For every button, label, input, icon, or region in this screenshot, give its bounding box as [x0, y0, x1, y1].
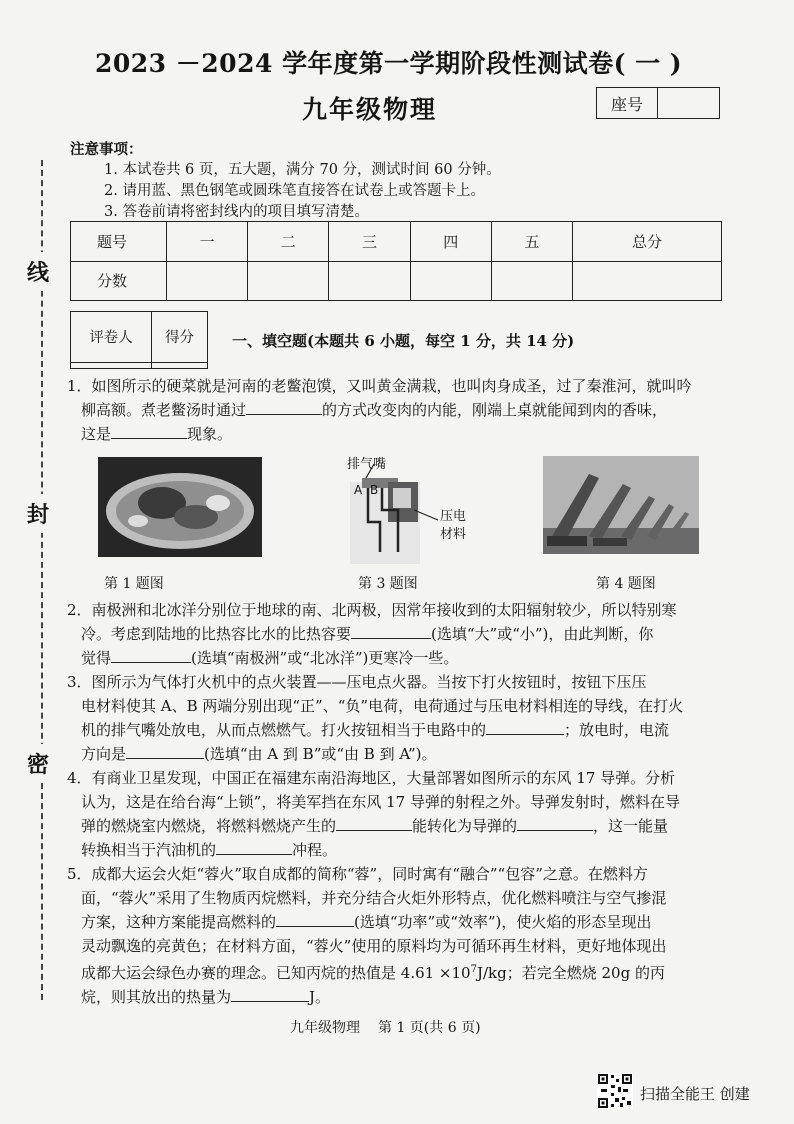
answer-blank[interactable]	[486, 720, 564, 735]
footer-page-number: 第 1 页(共 6 页)	[378, 1020, 481, 1036]
answer-blank[interactable]	[126, 744, 204, 759]
score-row-label: 分数	[71, 261, 167, 301]
q3-line-2: 电材料使其 A、B 两端分别出现“正”、“负”电荷，电荷通过与压电材料相连的导线，在打火	[81, 697, 684, 715]
seat-number-field[interactable]	[658, 88, 719, 118]
fig4-missile-photo	[543, 456, 699, 554]
q1-text: 这是	[81, 425, 112, 443]
fig3-label-piezo-1: 压电	[440, 509, 467, 524]
score-header-cell: 五	[491, 222, 572, 262]
q4-line-3	[67, 814, 744, 838]
q5-text: J/kg；若完全燃烧 20g 的丙	[476, 964, 665, 982]
q5-line-3	[67, 910, 744, 934]
q4-text: 弹的燃烧室内燃烧，将燃料燃烧产生的	[81, 817, 337, 835]
q4-text: 冲程。	[292, 841, 338, 859]
q5-line-6	[67, 985, 744, 1009]
binding-char-xian: 线	[27, 252, 49, 291]
question-2	[67, 598, 744, 670]
score-cell[interactable]	[491, 261, 572, 301]
answer-blank[interactable]	[276, 912, 354, 927]
q4-line-1: 4．有商业卫星发现，中国正在福建东南沿海地区，大量部署如图所示的东风 17 导弹。分析	[67, 769, 676, 787]
score-header-cell: 总分	[573, 222, 722, 262]
fig3-label-piezo-2: 材料	[440, 527, 467, 542]
question-4	[67, 766, 744, 862]
q5-line-5	[67, 958, 744, 985]
q2-text: (选填“大”或“小”)，由此判断，你	[431, 625, 654, 643]
grader-score-label: 得分	[152, 312, 208, 363]
fig4-caption: 第 4 题图	[596, 576, 656, 592]
q5-exponent: 7	[470, 964, 477, 975]
notes-heading: 注意事项：	[70, 141, 143, 158]
score-header-cell: 一	[167, 222, 248, 262]
q2-line-1: 2．南极洲和北冰洋分别位于地球的南、北两极，因常年接收到的太阳辐射较少，所以特别寒	[67, 601, 677, 619]
q5-text: 烷，则其放出的热量为	[81, 988, 232, 1006]
q2-text: (选填“南极洲”或“北冰洋”)更寒冷一些。	[191, 649, 459, 667]
q5-text: (选填“功率”或“效率”)，使火焰的形态呈现出	[354, 913, 652, 931]
q1-line-3	[67, 422, 744, 446]
q3-line-4	[67, 742, 744, 766]
question-5	[67, 862, 744, 1009]
q5-line-4: 灵动飘逸的亮黄色；在材料方面，“蓉火”使用的原料均为可循环再生材料，更好地体现出	[81, 937, 667, 955]
grader-reviewer-cell[interactable]	[71, 362, 152, 368]
q3-line-1: 3．图所示为气体打火机中的点火装置——压电点火器。当按下打火按钮时，按钮下压压	[67, 673, 647, 691]
exam-notes	[70, 139, 501, 223]
answer-blank[interactable]	[351, 624, 431, 639]
q5-text: 方案，这种方案能提高燃料的	[81, 913, 277, 931]
score-cell[interactable]	[248, 261, 329, 301]
q5-text: 成都大运会绿色办赛的理念。已知丙烷的热值是 4.61 ×10	[81, 964, 471, 982]
q3-text: (选填“由 A 到 B”或“由 B 到 A”)。	[204, 745, 437, 763]
q3-text: ；放电时，电流	[564, 721, 670, 739]
q4-text: 转换相当于汽油机的	[81, 841, 217, 859]
seat-number-label: 座号	[597, 88, 658, 118]
answer-blank[interactable]	[231, 987, 309, 1002]
notes-item: 1. 本试卷共 6 页，五大题，满分 70 分，测试时间 60 分钟。	[104, 162, 501, 178]
q5-line-2: 面，“蓉火”采用了生物质丙烷燃料，并充分结合火炬外形特点，优化燃料喷注与空气掺混	[81, 889, 667, 907]
score-cell[interactable]	[329, 261, 410, 301]
score-header-cell: 题号	[71, 222, 167, 262]
fig3-label-b: B	[370, 483, 379, 497]
score-cell[interactable]	[410, 261, 491, 301]
q1-text: 现象。	[187, 425, 233, 443]
q4-line-2: 认为，这是在给台海“上锁”，将美军挡在东风 17 导弹的射程之外。导弹发射时，燃料在导	[81, 793, 680, 811]
answer-blank[interactable]	[246, 400, 322, 415]
grader-reviewer-label: 评卷人	[71, 312, 152, 363]
question-1	[67, 374, 744, 446]
q2-text: 冷。考虑到陆地的比热容比水的比热容要	[81, 625, 352, 643]
fig1-caption: 第 1 题图	[104, 576, 164, 592]
notes-item: 2. 请用蓝、黑色钢笔或圆珠笔直接答在试卷上或答题卡上。	[104, 183, 485, 199]
answer-blank[interactable]	[111, 648, 191, 663]
q2-line-3	[67, 646, 744, 670]
answer-blank[interactable]	[336, 816, 412, 831]
scanner-watermark: 扫描全能王 创建	[640, 1085, 750, 1103]
fig3-piezo-igniter-diagram	[340, 452, 480, 564]
q4-line-4	[67, 838, 744, 862]
footer-subject: 九年级物理	[290, 1020, 360, 1036]
q5-text: J。	[309, 988, 331, 1006]
q5-line-1: 5．成都大运会火炬“蓉火”取自成都的简称“蓉”，同时寓有“融合”“包容”之意。在燃料方	[67, 865, 648, 883]
score-table-value-row	[71, 261, 722, 301]
q1-line-1: 1．如图所示的硬菜就是河南的老鳖泡馍，又叫黄金满栽，也叫肉身成圣，过了秦淮河，就叫吟	[67, 377, 692, 395]
answer-blank[interactable]	[517, 816, 593, 831]
binding-char-feng: 封	[27, 494, 49, 533]
q4-text: ，这一能量	[593, 817, 669, 835]
question-3	[67, 670, 744, 766]
qr-code-icon	[597, 1073, 633, 1109]
q1-text: 柳高额。煮老鳖汤时通过	[81, 401, 247, 419]
score-header-cell: 四	[410, 222, 491, 262]
exam-subject: 九年级物理	[302, 95, 438, 124]
section-title: 一、填空题(本题共 6 小题，每空 1 分，共 14 分)	[232, 332, 575, 350]
page-footer	[290, 1017, 499, 1037]
q1-line-2	[67, 398, 744, 422]
binding-char-mi: 密	[27, 744, 49, 783]
score-header-cell: 三	[329, 222, 410, 262]
seat-number-box	[596, 87, 720, 119]
fig1-dish-photo	[98, 457, 262, 557]
q3-line-3	[67, 718, 744, 742]
fig3-label-exhaust: 排气嘴	[347, 457, 387, 472]
q3-text: 机的排气嘴处放电，从而点燃燃气。打火按钮相当于电路中的	[81, 721, 487, 739]
q2-text: 觉得	[81, 649, 112, 667]
q1-text: 的方式改变肉的内能，刚端上桌就能闻到肉的香味，	[322, 401, 668, 419]
q3-text: 方向是	[81, 745, 127, 763]
fig3-caption: 第 3 题图	[358, 576, 418, 592]
q4-text: 能转化为导弹的	[412, 817, 518, 835]
score-header-cell: 二	[248, 222, 329, 262]
fig3-label-a: A	[354, 483, 363, 497]
score-cell[interactable]	[573, 261, 722, 301]
grader-score-cell[interactable]	[152, 362, 208, 368]
q2-line-2	[67, 622, 744, 646]
score-cell[interactable]	[167, 261, 248, 301]
answer-blank[interactable]	[216, 840, 292, 855]
score-table	[70, 221, 722, 301]
score-table-header-row	[71, 222, 722, 262]
answer-blank[interactable]	[111, 424, 187, 439]
exam-title: 2023 －2024 学年度第一学期阶段性测试卷( 一 )	[95, 49, 683, 78]
grader-table	[70, 311, 208, 369]
notes-item: 3. 答卷前请将密封线内的项目填写清楚。	[104, 204, 369, 220]
